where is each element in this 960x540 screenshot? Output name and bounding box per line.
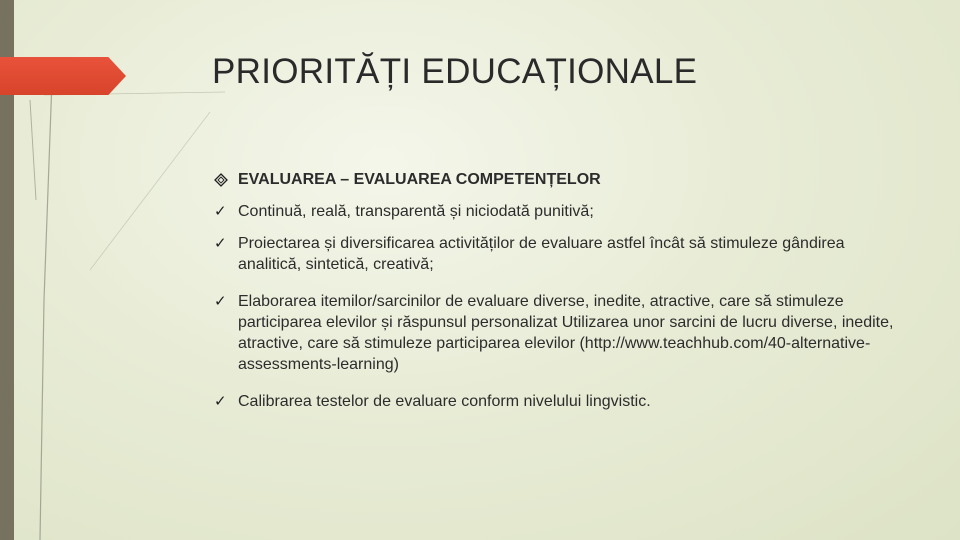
check-icon: ✓ [214, 235, 227, 252]
list-item [214, 291, 894, 375]
section-heading [214, 171, 894, 189]
diamond-outline-icon [214, 173, 234, 187]
title-accent-tab [0, 57, 126, 95]
slide-content [214, 171, 894, 423]
check-icon: ✓ [214, 293, 227, 310]
list-item [214, 201, 894, 222]
list-item-text: Elaborarea itemilor/sarcinilor de evaluare diverse, inedite, atractive, care să stimuleze participarea elevilor și răspunsul personalizat Utilizarea unor sarcini de lucru diverse, inedite, atractive, care să stimuleze participarea elevilor (http://www.teachhub.com/40-alternative-assessments-learning) [238, 293, 894, 373]
slide-title: PRIORITĂȚI EDUCAȚIONALE [212, 52, 698, 91]
section-heading-text: EVALUAREA – EVALUAREA COMPETENȚELOR [238, 171, 601, 188]
list-item-text: Proiectarea și diversificarea activităților de evaluare astfel încât să stimuleze gândirea analitică, sintetică, creativă; [238, 235, 845, 273]
check-icon: ✓ [214, 393, 227, 410]
list-item [214, 391, 894, 412]
list-item-text: Calibrarea testelor de evaluare conform nivelului lingvistic. [238, 393, 651, 410]
check-icon: ✓ [214, 203, 227, 220]
list-item-text: Continuă, reală, transparentă și niciodată punitivă; [238, 203, 594, 220]
list-item [214, 233, 894, 275]
